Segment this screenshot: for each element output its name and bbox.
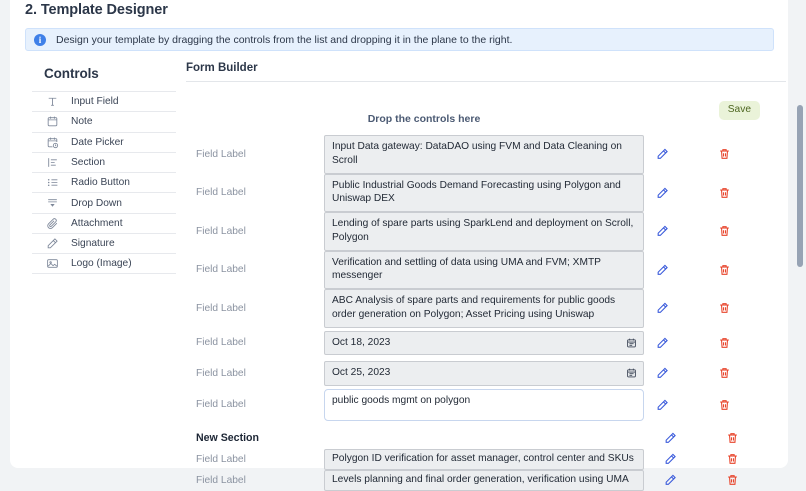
control-item-signature[interactable] <box>32 233 176 253</box>
save-button[interactable]: Save <box>719 101 760 120</box>
row-actions <box>664 474 774 487</box>
field-label: Field Label <box>196 225 246 237</box>
control-item-label: Radio Button <box>71 177 130 189</box>
form-row <box>186 135 786 174</box>
field-label: Field Label <box>196 399 246 411</box>
form-row <box>186 174 786 213</box>
pencil-icon[interactable] <box>664 431 677 444</box>
trash-icon[interactable] <box>718 186 731 199</box>
pencil-icon[interactable] <box>656 302 669 315</box>
row-actions <box>664 453 774 466</box>
text-input-icon <box>45 95 59 109</box>
field-label: Field Label <box>196 337 246 349</box>
field-text-input[interactable]: Public Industrial Goods Demand Forecasting using Polygon and Uniswap DEX <box>324 174 644 213</box>
field-wrapper <box>324 251 644 290</box>
drop-hint-text: Drop the controls here <box>367 113 481 125</box>
field-wrapper <box>324 389 644 421</box>
trash-icon[interactable] <box>726 474 739 487</box>
save-row <box>186 82 786 115</box>
field-text-input[interactable]: Verification and settling of data using UMA and FVM; XMTP messenger <box>324 251 644 290</box>
field-date-input[interactable]: Oct 25, 2023 <box>324 361 644 386</box>
page-scrollbar-track[interactable] <box>794 0 805 476</box>
field-label: Field Label <box>196 453 246 465</box>
field-wrapper <box>324 361 644 386</box>
calendar-icon[interactable] <box>626 368 637 379</box>
form-row <box>186 289 786 328</box>
field-text-input[interactable]: Input Data gateway: DataDAO using FVM and Data Cleaning on Scroll <box>324 135 644 174</box>
trash-icon[interactable] <box>718 148 731 161</box>
row-actions <box>656 186 766 199</box>
field-text-input[interactable]: Lending of spare parts using SparkLend and deployment on Scroll, Polygon <box>324 212 644 251</box>
form-builder-panel <box>186 62 786 491</box>
field-text-input[interactable]: Polygon ID verification for asset manager, control center and SKUs <box>324 449 644 470</box>
control-item-input-field[interactable] <box>32 91 176 111</box>
control-item-radio-button[interactable] <box>32 172 176 192</box>
control-item-label: Note <box>71 116 93 128</box>
radio-button-icon <box>45 176 59 190</box>
template-designer-card <box>10 0 788 486</box>
pencil-icon[interactable] <box>664 474 677 487</box>
image-icon <box>45 257 59 271</box>
trash-icon[interactable] <box>726 453 739 466</box>
trash-icon[interactable] <box>718 367 731 380</box>
form-row <box>186 389 786 421</box>
pencil-icon[interactable] <box>656 336 669 349</box>
trash-icon[interactable] <box>718 263 731 276</box>
field-text-input[interactable]: Levels planning and final order generation, verification using UMA <box>324 470 644 491</box>
pencil-icon[interactable] <box>656 263 669 276</box>
trash-icon[interactable] <box>718 302 731 315</box>
info-icon: i <box>34 34 46 46</box>
pencil-icon[interactable] <box>656 398 669 411</box>
note-icon <box>45 115 59 129</box>
field-wrapper <box>324 174 644 213</box>
pencil-icon[interactable] <box>656 367 669 380</box>
control-item-label: Drop Down <box>71 197 122 209</box>
trash-icon[interactable] <box>718 225 731 238</box>
row-actions <box>656 225 766 238</box>
pencil-icon[interactable] <box>656 186 669 199</box>
field-date-input[interactable]: Oct 18, 2023 <box>324 331 644 356</box>
control-item-logo-image[interactable] <box>32 253 176 273</box>
controls-list <box>32 91 176 274</box>
page-scrollbar-thumb[interactable] <box>797 105 803 267</box>
field-text-input[interactable]: ABC Analysis of spare parts and requirements for public goods order generation on Polygon; Asset Pricing using Uniswap <box>324 289 644 328</box>
field-textarea[interactable]: public goods mgmt on polygon <box>324 389 644 421</box>
form-row <box>186 328 786 359</box>
control-item-label: Signature <box>71 238 115 250</box>
info-banner <box>25 28 774 51</box>
field-label: Field Label <box>196 302 246 314</box>
info-banner-text: Design your template by dragging the controls from the list and dropping it in the plane to the right. <box>56 33 513 46</box>
date-picker-icon <box>45 135 59 149</box>
control-item-label: Logo (Image) <box>71 258 132 270</box>
pencil-icon[interactable] <box>664 453 677 466</box>
control-item-section[interactable] <box>32 152 176 172</box>
form-row <box>186 251 786 290</box>
section-icon <box>45 156 59 170</box>
trash-icon[interactable] <box>726 431 739 444</box>
row-actions <box>656 263 766 276</box>
field-label: Field Label <box>196 264 246 276</box>
form-rows <box>186 135 786 491</box>
control-item-label: Attachment <box>71 217 123 229</box>
control-item-attachment[interactable] <box>32 213 176 233</box>
field-label: Field Label <box>196 187 246 199</box>
row-actions <box>656 367 766 380</box>
controls-panel <box>32 62 176 274</box>
calendar-icon[interactable] <box>626 337 637 348</box>
row-actions <box>656 302 766 315</box>
control-item-note[interactable] <box>32 111 176 131</box>
row-actions <box>656 336 766 349</box>
form-row <box>186 470 786 491</box>
page-title: 2. Template Designer <box>25 2 168 18</box>
section-header-row <box>186 427 786 449</box>
paperclip-icon <box>45 216 59 230</box>
row-actions <box>656 148 766 161</box>
control-item-label: Input Field <box>71 96 119 108</box>
row-actions <box>664 431 774 444</box>
field-wrapper <box>324 470 644 491</box>
control-item-drop-down[interactable] <box>32 192 176 212</box>
pencil-icon[interactable] <box>656 225 669 238</box>
control-item-label: Section <box>71 157 105 169</box>
controls-heading: Controls <box>44 66 99 81</box>
form-row <box>186 449 786 470</box>
field-label: Field Label <box>196 148 246 160</box>
section-title: New Section <box>196 431 259 444</box>
field-wrapper <box>324 331 644 356</box>
row-actions <box>656 398 766 411</box>
drop-down-icon <box>45 196 59 210</box>
signature-pen-icon <box>45 237 59 251</box>
field-label: Field Label <box>196 474 246 486</box>
pencil-icon[interactable] <box>656 148 669 161</box>
trash-icon[interactable] <box>718 336 731 349</box>
control-item-label: Date Picker <box>71 136 124 148</box>
form-builder-heading: Form Builder <box>186 62 786 82</box>
trash-icon[interactable] <box>718 398 731 411</box>
field-wrapper <box>324 135 644 174</box>
field-wrapper <box>324 289 644 328</box>
field-label: Field Label <box>196 367 246 379</box>
field-wrapper <box>324 449 644 470</box>
form-row <box>186 212 786 251</box>
form-row <box>186 358 786 389</box>
control-item-date-picker[interactable] <box>32 132 176 152</box>
field-wrapper <box>324 212 644 251</box>
